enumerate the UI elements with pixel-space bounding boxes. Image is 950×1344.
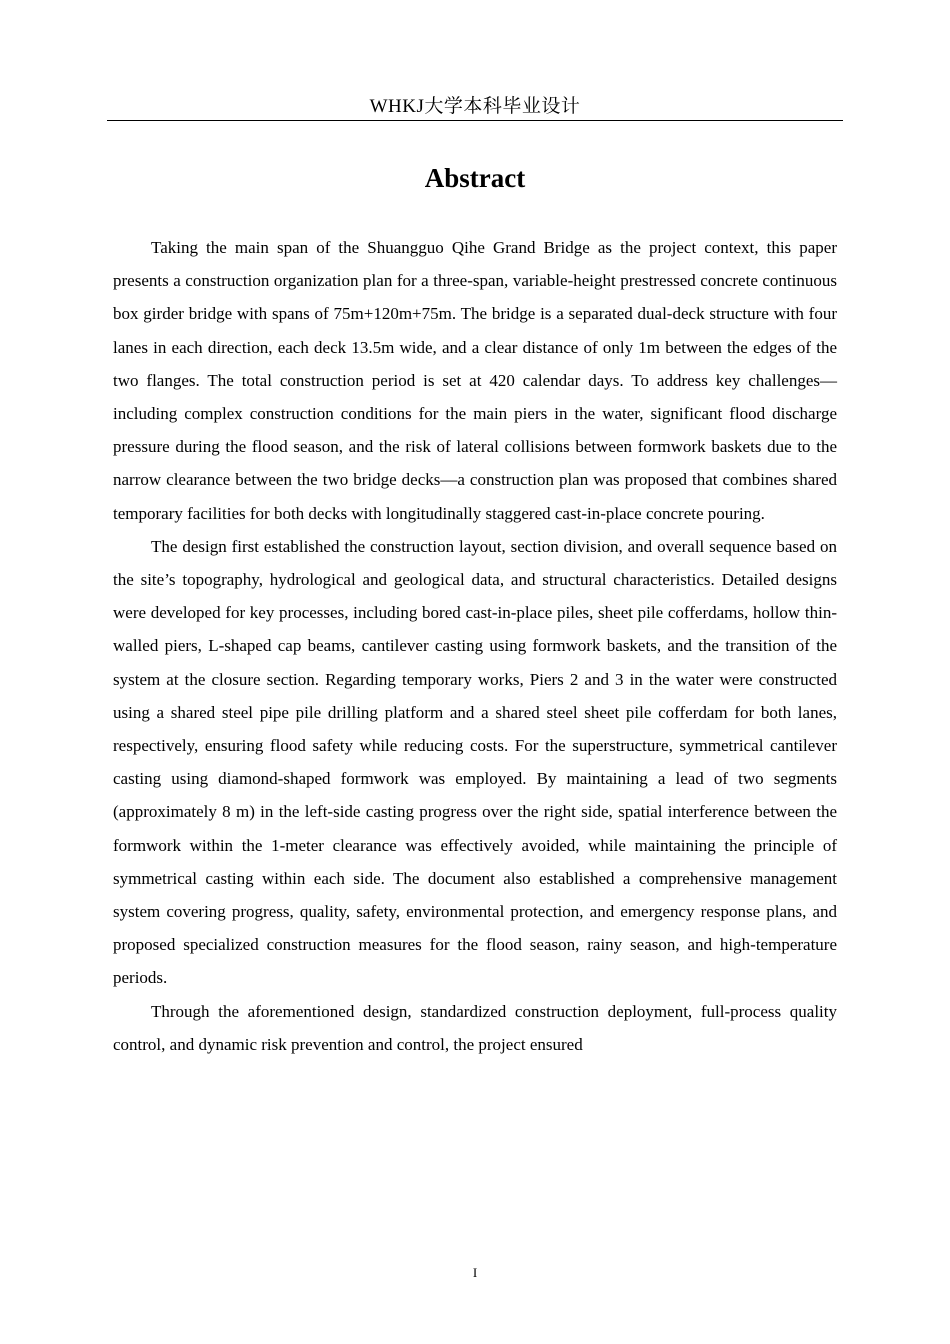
abstract-paragraph-1: Taking the main span of the Shuangguo Qihe Grand Bridge as the project context, this paper presents a construction organization plan for a three-span, variable-height prestressed concrete continuous box girder bridge with spans of 75m+120m+75m. The bridge is a separated dual-deck structure with four lanes in each direction, each deck 13.5m wide, and a clear distance of only 1m between the edges of the two flanges. The total construction period is set at 420 calendar days. To address key challenges—including complex construction conditions for the main piers in the water, significant flood discharge pressure during the flood season, and the risk of lateral collisions between formwork baskets due to the narrow clearance between the two bridge decks—a construction plan was proposed that combines shared temporary facilities for both decks with longitudinally staggered cast-in-place concrete pouring. bbox=[113, 238, 837, 523]
abstract-paragraph-2: The design first established the construction layout, section division, and overall sequence based on the site’s topography, hydrological and geological data, and structural characteristics. Detailed designs were developed for key processes, including bored cast-in-place piles, sheet pile cofferdams, hollow thin-walled piers, L-shaped cap beams, cantilever casting using formwork baskets, and the transition of the system at the closure section. Regarding temporary works, Piers 2 and 3 in the water were constructed using a shared steel pipe pile drilling platform and a shared steel sheet pile cofferdam for both lanes, respectively, ensuring flood safety while reducing costs. For the superstructure, symmetrical cantilever casting using diamond-shaped formwork was employed. By maintaining a lead of two segments (approximately 8 m) in the left-side casting progress over the right side, spatial interference between the formwork within the 1-meter clearance was effectively avoided, while maintaining the principle of symmetrical casting within each side. The document also established a comprehensive management system covering progress, quality, safety, environmental protection, and emergency response plans, and proposed specialized construction measures for the flood season, rainy season, and high-temperature periods. bbox=[113, 536, 837, 988]
running-header: WHKJ大学本科毕业设计 bbox=[369, 96, 581, 117]
abstract-title: Abstract bbox=[424, 163, 526, 193]
header-divider bbox=[107, 120, 843, 121]
abstract-paragraph-3: Through the aforementioned design, standardized construction deployment, full-process quality control, and dynamic risk prevention and control, the project ensured bbox=[113, 1001, 837, 1054]
page-number: I bbox=[472, 1265, 478, 1280]
abstract-body bbox=[113, 231, 837, 1061]
